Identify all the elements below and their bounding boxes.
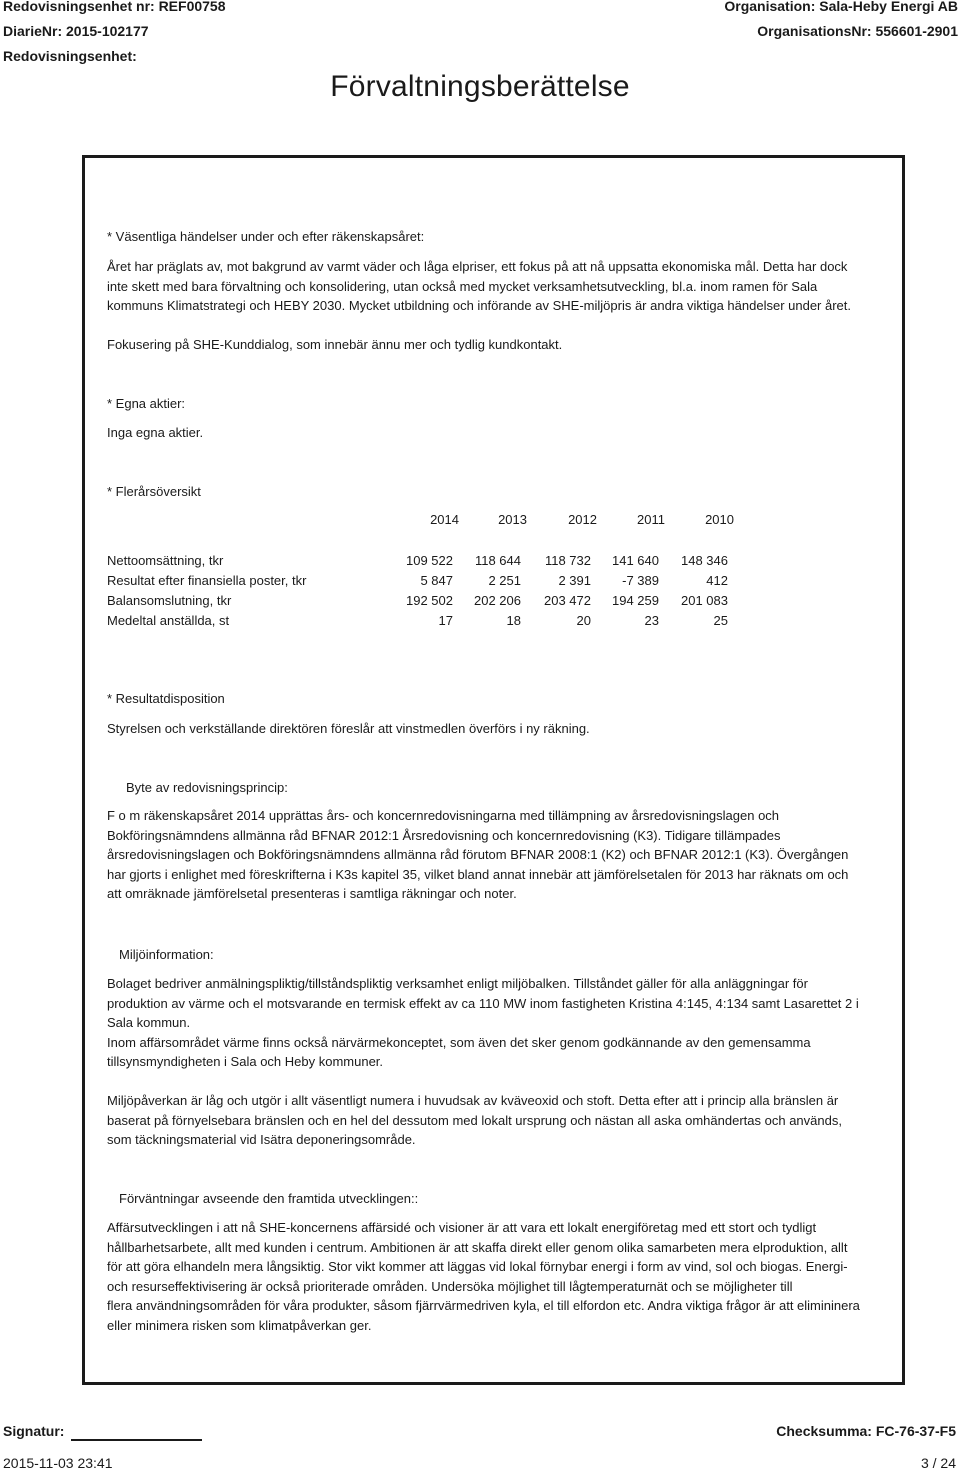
table-cell: 148 346: [681, 553, 728, 568]
text-line: Inom affärsområdet värme finns också närvärmekonceptet, som även det sker genom godkännande av den gemensamma: [107, 1034, 811, 1050]
year-header: 2013: [498, 512, 527, 527]
table-cell: 118 644: [474, 553, 521, 568]
text-line: Bokföringsnämndens allmänna råd BFNAR 2012:1 Årsredovisning och koncernredovisning (K3). Tidigare tillämpades: [107, 827, 781, 843]
accounting-unit-number: Redovisningsenhet nr: REF00758: [3, 0, 226, 14]
text-line: för att göra elhandeln mera långsiktig. Stor vikt kommer att läggas vid lokal förnybar energi i form av vind, sol och biogas. Energi-: [107, 1259, 848, 1275]
text-line: och resurseffektivisering är också prioriterade områden. Undersöka möjlighet till lågtemperaturnät och se möjligheter till: [107, 1278, 793, 1294]
text-line: eller minimera risken som klimatpåverkan ger.: [107, 1317, 372, 1333]
text-line: årsredovisningslagen och Bokföringsnämndens allmänna råd förutom BFNAR 2008:1 (K2) och BFNAR 2012:1 (K3). Övergången: [107, 847, 849, 863]
table-cell: -7 389: [622, 573, 659, 588]
organisation-name: Organisation: Sala-Heby Energi AB: [724, 0, 958, 14]
timestamp: 2015-11-03 23:41: [3, 1455, 113, 1471]
accounting-unit-label: Redovisningsenhet:: [3, 48, 137, 64]
text-line: Miljöpåverkan är låg och utgör i allt väsentligt numera i huvudsak av kväveoxid och stoft. Detta efter att i princip alla bränslen är: [107, 1093, 839, 1108]
table-cell: 412: [706, 573, 728, 588]
row-label: Balansomslutning, tkr: [107, 593, 232, 608]
table-cell: 5 847: [420, 573, 453, 588]
table-cell: 109 522: [406, 553, 453, 568]
table-cell: 203 472: [544, 593, 591, 608]
text-line: att omräknade jämförelsetal presenteras i samtliga räkningar och noter.: [107, 886, 517, 902]
signature-line: [71, 1439, 202, 1441]
text-line: baserat på förnyelsebara bränslen och en hel del dessutom med lokalt ursprung och nästan all aska omhändertas och används,: [107, 1112, 842, 1128]
table-cell: 201 083: [681, 593, 728, 608]
text-line: produktion av värme och el motsvarande en termisk effekt av ca 110 MW inom fastigheten Kristina 4:145, 4:134 samt Lasarettet 2 i: [107, 995, 859, 1011]
text-line: tillsynsmyndigheten i Sala och Heby kommuner.: [107, 1054, 384, 1070]
text-line: hållbarhetsarbete, allt med kunden i centrum. Ambitionen är att skaffa direkt eller genom olika samarbeten mera elproduktion, allt: [107, 1239, 848, 1255]
text-line: Året har präglats av, mot bakgrund av varmt väder och låga elpriser, ett fokus på att nå uppsatta ekonomiska mål. Detta har dock: [107, 259, 848, 274]
table-cell: 141 640: [612, 553, 659, 568]
text-line: Affärsutvecklingen i att nå SHE-koncernens affärsidé och visioner är att vara ett lokalt energiföretag med ett stort och tydligt: [107, 1220, 817, 1235]
section-heading-environment: Miljöinformation:: [119, 947, 214, 962]
text-line: har gjorts i enlighet med föreskrifterna i K3s kapitel 35, vilket bland annat innebär att jämförelsetalen för 2013 har räknats om och: [107, 866, 849, 882]
table-cell: 202 206: [474, 593, 521, 608]
text-line: Sala kommun.: [107, 1015, 191, 1031]
table-cell: 20: [576, 613, 591, 628]
text-line: kommuns Klimatstrategi och HEBY 2030. Mycket utbildning och införande av SHE-miljöpris är andra viktiga händelser under året.: [107, 298, 852, 314]
section-heading-accounting-principle: Byte av redovisningsprincip:: [126, 780, 288, 795]
paragraph-environmental-impact: [107, 1091, 899, 1150]
table-cell: 2 251: [488, 573, 521, 588]
text-line: Bolaget bedriver anmälningspliktig/tillståndspliktig verksamhet enligt miljöbalken. Tillståndet gäller för alla anläggningar för: [107, 976, 808, 991]
paragraph-accounting-principle: [107, 806, 899, 904]
row-label: Medeltal anställda, st: [107, 613, 230, 628]
paragraph-environment: [107, 974, 899, 1072]
row-label: Resultat efter finansiella poster, tkr: [107, 573, 307, 588]
year-header: 2012: [568, 512, 597, 527]
signature-label: Signatur:: [3, 1423, 65, 1439]
table-cell: 118 732: [544, 553, 591, 568]
section-heading-future-expectations: Förväntningar avseende den framtida utvecklingen::: [119, 1191, 419, 1206]
page-number: 3 / 24: [920, 1455, 956, 1471]
text-line: F o m räkenskapsåret 2014 upprättas års- och koncernredovisningarna med tillämpning av årsredovisningslagen och: [107, 808, 780, 823]
section-heading-own-shares: * Egna aktier:: [107, 396, 186, 411]
table-cell: 18: [506, 613, 521, 628]
section-heading-significant-events: * Väsentliga händelser under och efter räkenskapsåret:: [107, 229, 425, 244]
diary-number: DiarieNr: 2015-102177: [3, 23, 149, 39]
paragraph-customer-dialog: Fokusering på SHE-Kunddialog, som innebär ännu mer och tydlig kundkontakt.: [107, 337, 563, 352]
table-cell: 25: [713, 613, 728, 628]
section-heading-multi-year-overview: * Flerårsöversikt: [107, 484, 201, 499]
paragraph-future-expectations: [107, 1218, 899, 1336]
table-cell: 194 259: [612, 593, 659, 608]
section-heading-result-disposition: * Resultatdisposition: [107, 691, 225, 706]
own-shares-text: Inga egna aktier.: [107, 425, 204, 440]
table-cell: 192 502: [406, 593, 453, 608]
text-line: som täckningsmaterial vid Isätra deponeringsområde.: [107, 1132, 416, 1148]
table-cell: 23: [644, 613, 659, 628]
result-disposition-text: Styrelsen och verkställande direktören föreslår att vinstmedlen överförs i ny räkning.: [107, 721, 590, 736]
organisation-number: OrganisationsNr: 556601-2901: [757, 23, 958, 39]
checksum: Checksumma: FC-76-37-F5: [776, 1423, 956, 1439]
year-header: 2011: [637, 512, 665, 527]
table-cell: 17: [438, 613, 453, 628]
table-cell: 2 391: [558, 573, 591, 588]
text-line: flera användningsområden för våra produkter, såsom fjärrvärmedriven kyla, el till elfordon etc. Andra viktiga frågor är att elimininera: [107, 1298, 860, 1314]
page-title: Förvaltningsberättelse: [330, 70, 630, 103]
text-line: inte skett med bara förvaltning och konsolidering, utan också med mycket verksamhetsutveckling, bl.a. inom ramen för Sala: [107, 278, 818, 294]
year-header: 2014: [430, 512, 459, 527]
row-label: Nettoomsättning, tkr: [107, 553, 224, 568]
paragraph-significant-events: [107, 257, 899, 316]
year-header: 2010: [705, 512, 734, 527]
